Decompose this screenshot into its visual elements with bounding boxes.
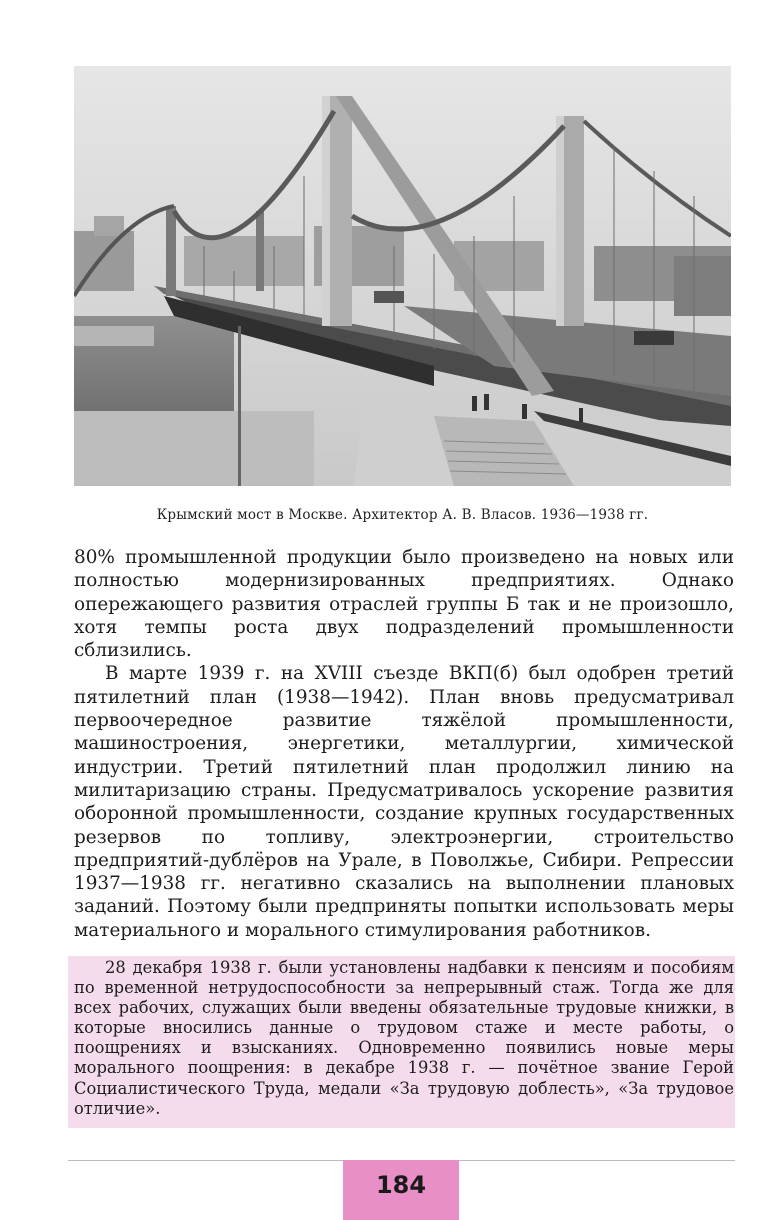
body-text [74,546,734,942]
highlight-text: 28 декабря 1938 г. были установлены надбавки к пенсиям и пособиям по временной нетрудоспособности за непрерывный стаж. Тогда же для всех рабочих, служащих были введены обязательные трудовые книжки, в которые вносились данные о трудовом стаже и месте работы, о поощрениях и взысканиях. Одновременно появились новые меры морального поощрения: в декабре 1938 г. — почётное звание Герой Социалистического Труда, медали «За трудовую доблесть», «За трудовое отличие». [74,958,734,1118]
paragraph-third-five-year-plan: В марте 1939 г. на XVIII съезде ВКП(б) был одобрен третий пятилетний план (1938—1942). План вновь предусматривал первоочередное развитие тяжёлой промышленности, машиностроения, энергетики, металлургии, химической индустрии. Третий пятилетний план продолжил линию на милитаризацию страны. Предусматривалось ускорение развития оборонной промышленности, создание крупных государственных резервов по топливу, электроэнергии, строительство предприятий-дублёров на Урале, в Поволжье, Сибири. Репрессии 1937—1938 гг. негативно сказались на выполнении плановых заданий. Поэтому были предприняты попытки использовать меры материального и морального стимулирования работников. [74,663,734,941]
bridge-photo [74,66,731,486]
paragraph-industry: 80% промышленной продукции было произведено на новых или полностью модернизированных предприятиях. Однако опережающего развития отраслей группы Б так и не произошло, хотя темпы роста двух подразделений промышленности сблизились. [74,547,734,662]
page-number: 184 [343,1160,459,1220]
photo-caption: Крымский мост в Москве. Архитектор А. В. Власов. 1936—1938 гг. [156,507,649,523]
